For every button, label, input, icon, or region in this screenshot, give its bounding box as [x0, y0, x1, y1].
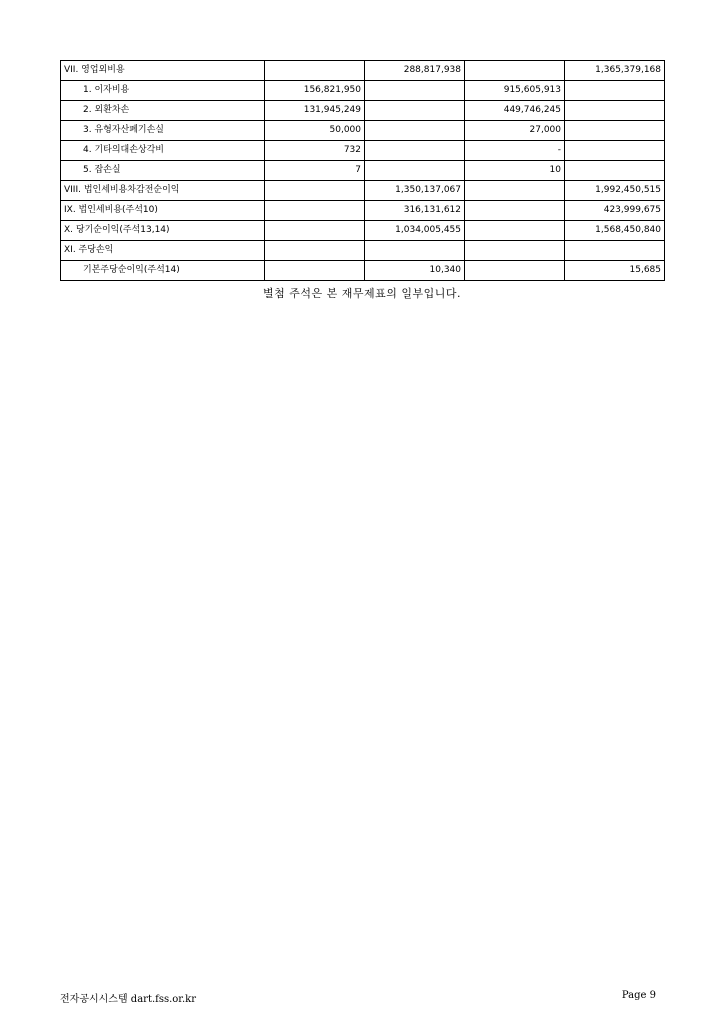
- amount-cell: [565, 241, 665, 261]
- amount-cell: [265, 201, 365, 221]
- amount-cell: 131,945,249: [265, 101, 365, 121]
- footer-system-name: 전자공시시스템 dart.fss.or.kr: [60, 994, 197, 1005]
- amount-cell: 423,999,675: [565, 201, 665, 221]
- row-label: X. 당기순이익(주석13,14): [61, 221, 265, 241]
- amount-cell: [465, 181, 565, 201]
- amount-cell: 10,340: [365, 261, 465, 281]
- amount-cell: 1,034,005,455: [365, 221, 465, 241]
- table-row: [61, 81, 665, 101]
- amount-cell: [565, 121, 665, 141]
- row-label: 3. 유형자산폐기손실: [61, 121, 265, 141]
- amount-cell: 7: [265, 161, 365, 181]
- row-label: 5. 잡손실: [61, 161, 265, 181]
- amount-cell: 50,000: [265, 121, 365, 141]
- amount-cell: [365, 241, 465, 261]
- amount-cell: [465, 241, 565, 261]
- amount-cell: [265, 241, 365, 261]
- amount-cell: 10: [465, 161, 565, 181]
- table-row: [61, 261, 665, 281]
- amount-cell: [265, 261, 365, 281]
- notes-statement: 별첨 주석은 본 재무제표의 일부입니다.: [263, 287, 461, 300]
- table-row: [61, 61, 665, 81]
- amount-cell: 1,568,450,840: [565, 221, 665, 241]
- table-row: [61, 181, 665, 201]
- row-label: 4. 기타의대손상각비: [61, 141, 265, 161]
- amount-cell: 15,685: [565, 261, 665, 281]
- amount-cell: [565, 141, 665, 161]
- amount-cell: [365, 161, 465, 181]
- amount-cell: [465, 61, 565, 81]
- amount-cell: -: [465, 141, 565, 161]
- amount-cell: [465, 201, 565, 221]
- table-row: [61, 121, 665, 141]
- amount-cell: 316,131,612: [365, 201, 465, 221]
- amount-cell: [565, 81, 665, 101]
- amount-cell: [265, 221, 365, 241]
- table-row: [61, 101, 665, 121]
- table-body: [61, 61, 665, 281]
- table-row: [61, 221, 665, 241]
- amount-cell: [265, 181, 365, 201]
- table-row: [61, 201, 665, 221]
- amount-cell: [365, 141, 465, 161]
- row-label: 1. 이자비용: [61, 81, 265, 101]
- amount-cell: 732: [265, 141, 365, 161]
- amount-cell: 1,992,450,515: [565, 181, 665, 201]
- amount-cell: [365, 121, 465, 141]
- amount-cell: [365, 101, 465, 121]
- row-label: VII. 영업외비용: [61, 61, 265, 81]
- amount-cell: 156,821,950: [265, 81, 365, 101]
- amount-cell: 1,365,379,168: [565, 61, 665, 81]
- amount-cell: [565, 101, 665, 121]
- income-statement-table: [60, 60, 665, 281]
- amount-cell: [465, 261, 565, 281]
- amount-cell: 449,746,245: [465, 101, 565, 121]
- footer-page-number: Page 9: [621, 990, 656, 1001]
- amount-cell: [565, 161, 665, 181]
- table-row: [61, 241, 665, 261]
- row-label: VIII. 법인세비용차감전순이익: [61, 181, 265, 201]
- row-label: XI. 주당손익: [61, 241, 265, 261]
- amount-cell: [365, 81, 465, 101]
- row-label: 기본주당순이익(주석14): [61, 261, 265, 281]
- table-row: [61, 141, 665, 161]
- amount-cell: 1,350,137,067: [365, 181, 465, 201]
- row-label: 2. 외환차손: [61, 101, 265, 121]
- amount-cell: [265, 61, 365, 81]
- row-label: IX. 법인세비용(주석10): [61, 201, 265, 221]
- table-row: [61, 161, 665, 181]
- amount-cell: 27,000: [465, 121, 565, 141]
- amount-cell: 288,817,938: [365, 61, 465, 81]
- amount-cell: [465, 221, 565, 241]
- amount-cell: 915,605,913: [465, 81, 565, 101]
